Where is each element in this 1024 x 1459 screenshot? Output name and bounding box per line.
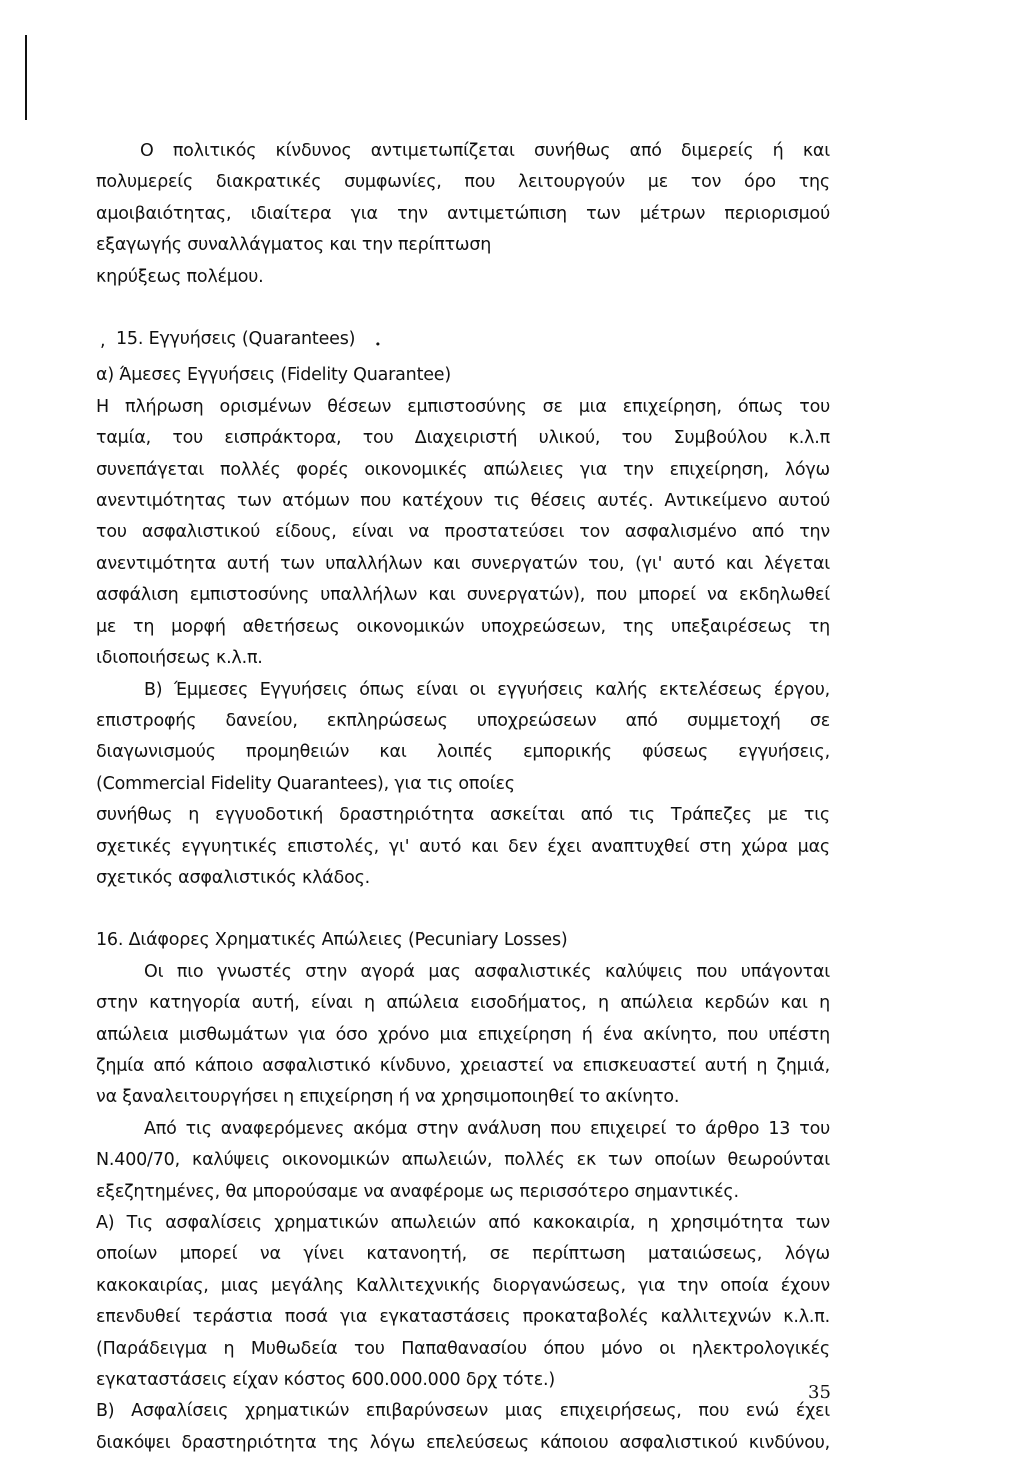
- text-line: (Commercial Fidelity Quarantees), για τις οποίες: [96, 773, 515, 794]
- text-line: επενδυθεί τεράστια ποσά για εγκαταστάσεις προκαταβολές καλλιτεχνών κ.λ.π.: [96, 1307, 830, 1328]
- text-line: Ν.400/70, καλύψεις οικονομικών απωλειών, πολλές εκ των οποίων θεωρούνται: [96, 1150, 830, 1171]
- stray-mark: ,: [100, 331, 106, 352]
- text-line: συνήθως η εγγυοδοτική δραστηριότητα ασκείται από τις Τράπεζες με τις: [96, 805, 830, 826]
- text-line: να ξαναλειτουργήσει η επιχείρηση ή να χρησιμοποιηθεί το ακίνητο.: [96, 1087, 680, 1108]
- text-line: Οι πιο γνωστές στην αγορά μας ασφαλιστικές καλύψεις που υπάγονται: [144, 961, 830, 982]
- text-line: σχετικές εγγυητικές επιστολές, γι' αυτό και δεν έχει αναπτυχθεί στη χώρα μας: [96, 836, 830, 857]
- text-line: συνεπάγεται πολλές φορές οικονομικές απώλειες για την επιχείρηση, λόγω: [96, 459, 830, 480]
- section-15: [96, 324, 830, 894]
- text-line: διαγωνισμούς προμηθειών και λοιπές εμπορικής φύσεως εγγυήσεις,: [96, 742, 830, 763]
- section-16: [96, 925, 830, 1459]
- section-15-heading: 15. Εγγυήσεις (Quarantees): [116, 329, 356, 350]
- page-number: 35: [808, 1382, 831, 1403]
- text-line: εξαγωγής συναλλάγματος και την περίπτωση: [96, 235, 492, 256]
- text-line: κακοκαιρίας, μιας μεγάλης Καλλιτεχνικής διοργανώσεως, για την οποία έχουν: [96, 1275, 830, 1296]
- text-line: επιστροφής δανείου, εκπληρώσεως υποχρεώσεων από συμμετοχή σε: [96, 710, 830, 731]
- text-line: εγκαταστάσεις είχαν κόστος 600.000.000 δρχ τότε.): [96, 1370, 555, 1391]
- text-line: ανεντιμότητας των ατόμων που κατέχουν τις θέσεις αυτές. Αντικείμενο αυτού: [96, 491, 830, 512]
- text-line: αμοιβαιότητας, ιδιαίτερα για την αντιμετώπιση των μέτρων περιορισμού: [96, 203, 830, 224]
- intro-paragraph: [96, 136, 830, 293]
- text-line: με τη μορφή αθετήσεως οικονομικών υποχρεώσεων, της υπεξαιρέσεως τη: [96, 616, 830, 637]
- text-line: ταμία, του εισπράκτορα, του Διαχειριστή υλικού, του Συμβούλου κ.λ.π: [96, 428, 830, 449]
- text-line: διακόψει δραστηριότητα της λόγω επελεύσεως κάποιου ασφαλιστικού κινδύνου,: [96, 1432, 830, 1453]
- text-line: ασφάλιση εμπιστοσύνης υπαλλήλων και συνεργατών), που μπορεί να εκδηλωθεί: [96, 585, 830, 606]
- text-line: σχετικός ασφαλιστικός κλάδος.: [96, 867, 371, 888]
- text-line: κηρύξεως πολέμου.: [96, 266, 264, 287]
- bullet-mark: •: [374, 338, 381, 352]
- text-line: ζημία από κάποιο ασφαλιστικό κίνδυνο, χρειαστεί να επισκευαστεί αυτή η ζημιά,: [96, 1055, 830, 1076]
- text-line: απώλεια μισθωμάτων για όσο χρόνο μια επιχείρηση ή ένα ακίνητο, που υπέστη: [96, 1024, 830, 1045]
- text-line: Από τις αναφερόμενες ακόμα στην ανάλυση που επιχειρεί το άρθρο 13 του: [144, 1118, 830, 1139]
- text-line: Η πλήρωση ορισμένων θέσεων εμπιστοσύνης σε μια επιχείρηση, όπως του: [96, 396, 830, 417]
- text-line: του ασφαλιστικού είδους, είναι να προστατεύσει τον ασφαλισμένο από την: [96, 522, 830, 543]
- text-line: πολυμερείς διακρατικές συμφωνίες, που λειτουργούν με τον όρο της: [96, 172, 830, 193]
- section-heading: [96, 324, 830, 360]
- text-line: Β) Έμμεσες Εγγυήσεις όπως είναι οι εγγυήσεις καλής εκτελέσεως έργου,: [144, 679, 830, 700]
- text-line: Β) Ασφαλίσεις χρηματικών επιβαρύνσεων μιας επιχειρήσεως, που ενώ έχει: [96, 1401, 830, 1422]
- scan-edge-line: [25, 35, 27, 120]
- text-line: στην κατηγορία αυτή, είναι η απώλεια εισοδήματος, η απώλεια κερδών και η: [96, 993, 830, 1014]
- section-16-heading: 16. Διάφορες Χρηματικές Απώλειες (Pecuniary Losses): [96, 930, 568, 951]
- text-line: (Παράδειγμα η Μυθωδεία του Παπαθανασίου όπου μόνο οι ηλεκτρολογικές: [96, 1338, 830, 1359]
- document-page: [96, 136, 830, 1459]
- text-line: ιδιοποιήσεως κ.λ.π.: [96, 648, 263, 669]
- text-line: ανεντιμότητα αυτή των υπαλλήλων και συνεργατών του, (γι' αυτό και λέγεται: [96, 553, 830, 574]
- text-line: οποίων μπορεί να γίνει κατανοητή, σε περίπτωση ματαιώσεως, λόγω: [96, 1244, 830, 1265]
- subsection-heading: α) Άμεσες Εγγυήσεις (Fidelity Quarantee): [96, 365, 451, 386]
- text-line: εξεζητημένες, θα μπορούσαμε να αναφέρομε ως περισσότερο σημαντικές.: [96, 1181, 739, 1202]
- text-line: Α) Τις ασφαλίσεις χρηματικών απωλειών από κακοκαιρία, η χρησιμότητα των: [96, 1213, 830, 1233]
- text-line: Ο πολιτικός κίνδυνος αντιμετωπίζεται συνήθως από διμερείς ή και: [140, 141, 830, 161]
